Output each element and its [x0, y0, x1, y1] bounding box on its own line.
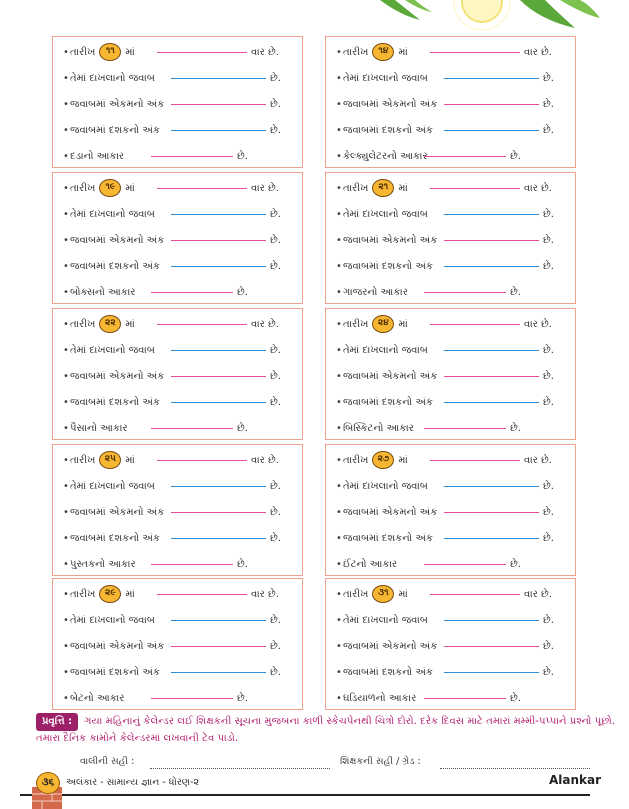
- answer-line[interactable]: [444, 78, 539, 79]
- answer-line[interactable]: [424, 292, 506, 293]
- bullet-icon: •: [63, 209, 69, 220]
- bullet-icon: •: [336, 345, 342, 356]
- question-label: જવાબમાં દશકનો અંક: [343, 667, 433, 678]
- bullet-icon: •: [336, 371, 342, 382]
- question-row: [63, 419, 294, 439]
- question-label: જવાબમાં એકમનો અંક: [343, 235, 438, 246]
- answer-suffix: છે.: [543, 73, 554, 84]
- date-suffix: માં: [398, 455, 408, 466]
- teacher-signature-label: શિક્ષકની સહી / ગ્રેડ :: [340, 756, 421, 767]
- question-row: [336, 637, 567, 657]
- answer-suffix: છે.: [237, 287, 248, 298]
- date-badge: ૩૧: [372, 585, 394, 603]
- answer-suffix: છે.: [543, 507, 554, 518]
- question-label: તેમાં દાખલાનો જવાબ: [70, 481, 155, 492]
- question-row: [63, 367, 294, 387]
- answer-line[interactable]: [157, 594, 247, 595]
- question-label: જવાબમાં એકમનો અંક: [343, 99, 438, 110]
- question-label: જવાબમાં એકમનો અંક: [70, 99, 165, 110]
- question-label: જવાબમાં એકમનો અંક: [343, 641, 438, 652]
- date-card: [325, 444, 576, 576]
- question-label: બોક્સનો આકાર: [70, 287, 136, 298]
- bullet-icon: •: [63, 73, 69, 84]
- bullet-icon: •: [336, 183, 342, 194]
- bullet-icon: •: [63, 423, 69, 434]
- date-suffix: માં: [398, 183, 408, 194]
- answer-line[interactable]: [171, 538, 266, 539]
- answer-suffix: છે.: [543, 397, 554, 408]
- date-suffix: માં: [125, 589, 135, 600]
- answer-suffix: છે.: [270, 261, 281, 272]
- question-label: તારીખ: [343, 183, 369, 194]
- bullet-icon: •: [336, 455, 342, 466]
- question-label: જવાબમાં દશકનો અંક: [70, 261, 160, 272]
- date-badge: ૨૯: [99, 585, 121, 603]
- question-row: [63, 69, 294, 89]
- answer-suffix: વાર છે.: [524, 589, 552, 600]
- answer-suffix: છે.: [510, 151, 521, 162]
- answer-line[interactable]: [444, 104, 539, 105]
- date-suffix: માં: [125, 47, 135, 58]
- question-row: [336, 257, 567, 277]
- bullet-icon: •: [336, 693, 342, 704]
- answer-line[interactable]: [444, 350, 539, 351]
- question-label: તારીખ: [70, 183, 96, 194]
- question-label: તારીખ: [70, 319, 96, 330]
- question-label: ઈંટનો આકાર: [343, 559, 398, 570]
- bullet-icon: •: [63, 533, 69, 544]
- bullet-icon: •: [336, 125, 342, 136]
- answer-line[interactable]: [430, 324, 520, 325]
- bullet-icon: •: [336, 423, 342, 434]
- date-suffix: માં: [398, 47, 408, 58]
- question-row: [63, 257, 294, 277]
- answer-suffix: છે.: [237, 559, 248, 570]
- question-label: તેમાં દાખલાનો જવાબ: [343, 481, 428, 492]
- question-row: [63, 477, 294, 497]
- answer-suffix: છે.: [270, 345, 281, 356]
- answer-line[interactable]: [171, 350, 266, 351]
- question-row: [63, 95, 294, 115]
- answer-line[interactable]: [171, 266, 266, 267]
- answer-line[interactable]: [151, 292, 233, 293]
- answer-line[interactable]: [444, 672, 539, 673]
- answer-line[interactable]: [171, 214, 266, 215]
- bullet-icon: •: [63, 287, 69, 298]
- answer-suffix: છે.: [510, 423, 521, 434]
- answer-suffix: છે.: [543, 533, 554, 544]
- activity-box: [36, 713, 620, 747]
- question-row: [63, 663, 294, 683]
- question-row: [63, 611, 294, 631]
- question-label: જવાબમાં દશકનો અંક: [343, 397, 433, 408]
- footer-title: અલંકાર - સામાન્ય જ્ઞાન - ધોરણ-૨: [66, 777, 200, 788]
- answer-suffix: છે.: [270, 235, 281, 246]
- date-card: [52, 444, 303, 576]
- bullet-icon: •: [336, 641, 342, 652]
- answer-line[interactable]: [444, 512, 539, 513]
- question-row: [336, 611, 567, 631]
- date-badge: ૨૧: [372, 179, 394, 197]
- question-label: બેટનો આકાર: [70, 693, 125, 704]
- question-row: [336, 341, 567, 361]
- answer-suffix: છે.: [270, 507, 281, 518]
- answer-line[interactable]: [430, 188, 520, 189]
- question-label: તેમાં દાખલાનો જવાબ: [343, 209, 428, 220]
- answer-suffix: છે.: [543, 481, 554, 492]
- answer-suffix: વાર છે.: [524, 455, 552, 466]
- bullet-icon: •: [63, 151, 69, 162]
- question-row: [63, 283, 294, 303]
- answer-line[interactable]: [430, 52, 520, 53]
- parent-signature-label: વાલીની સહી :: [80, 756, 135, 767]
- answer-line[interactable]: [444, 646, 539, 647]
- answer-line[interactable]: [444, 214, 539, 215]
- question-label: જવાબમાં એકમનો અંક: [343, 507, 438, 518]
- answer-line[interactable]: [424, 564, 506, 565]
- question-label: બિસ્કિટનો આકાર: [343, 423, 414, 434]
- bullet-icon: •: [336, 99, 342, 110]
- bullet-icon: •: [63, 589, 69, 600]
- bullet-icon: •: [63, 125, 69, 136]
- question-row: [63, 529, 294, 549]
- page-number: ૩૬: [36, 772, 60, 794]
- question-label: તારીખ: [343, 47, 369, 58]
- bullet-icon: •: [336, 261, 342, 272]
- date-card: [52, 308, 303, 440]
- answer-line[interactable]: [171, 620, 266, 621]
- date-badge: ૧૯: [99, 179, 121, 197]
- answer-line[interactable]: [171, 646, 266, 647]
- question-label: જવાબમાં દશકનો અંક: [70, 533, 160, 544]
- answer-suffix: છે.: [510, 693, 521, 704]
- answer-suffix: વાર છે.: [251, 183, 279, 194]
- date-suffix: માં: [398, 589, 408, 600]
- sun-icon: [462, 0, 502, 22]
- date-suffix: માં: [125, 183, 135, 194]
- question-label: જવાબમાં એકમનો અંક: [343, 371, 438, 382]
- bullet-icon: •: [336, 73, 342, 84]
- question-row: [336, 147, 567, 167]
- answer-suffix: છે.: [543, 235, 554, 246]
- question-label: તારીખ: [343, 589, 369, 600]
- question-row: [63, 147, 294, 167]
- bullet-icon: •: [63, 345, 69, 356]
- question-label: જવાબમાં એકમનો અંક: [70, 371, 165, 382]
- bullet-icon: •: [336, 589, 342, 600]
- question-label: તારીખ: [343, 319, 369, 330]
- date-card: [52, 36, 303, 168]
- bullet-icon: •: [336, 559, 342, 570]
- date-card: [325, 308, 576, 440]
- question-row: [336, 393, 567, 413]
- date-card: [325, 578, 576, 710]
- answer-line[interactable]: [171, 512, 266, 513]
- date-card: [325, 172, 576, 304]
- answer-suffix: છે.: [270, 533, 281, 544]
- question-label: જવાબમાં દશકનો અંક: [70, 125, 160, 136]
- answer-suffix: છે.: [270, 73, 281, 84]
- bullet-icon: •: [63, 693, 69, 704]
- answer-suffix: છે.: [270, 209, 281, 220]
- date-card: [325, 36, 576, 168]
- answer-line[interactable]: [444, 130, 539, 131]
- question-row: [336, 121, 567, 141]
- answer-line[interactable]: [151, 564, 233, 565]
- answer-suffix: વાર છે.: [251, 589, 279, 600]
- question-row: [336, 231, 567, 251]
- question-label: તેમાં દાખલાનો જવાબ: [70, 209, 155, 220]
- answer-line[interactable]: [157, 188, 247, 189]
- bullet-icon: •: [63, 507, 69, 518]
- date-badge: ૨૪: [372, 315, 394, 333]
- answer-suffix: છે.: [510, 559, 521, 570]
- question-row: [336, 419, 567, 439]
- question-row: [336, 367, 567, 387]
- question-label: તેમાં દાખલાનો જવાબ: [70, 615, 155, 626]
- answer-line[interactable]: [171, 376, 266, 377]
- question-row: [63, 231, 294, 251]
- answer-suffix: છે.: [270, 615, 281, 626]
- answer-line[interactable]: [444, 402, 539, 403]
- bullet-icon: •: [63, 261, 69, 272]
- question-row: [63, 341, 294, 361]
- date-suffix: માં: [125, 319, 135, 330]
- answer-suffix: છે.: [270, 125, 281, 136]
- parent-signature-line[interactable]: [150, 768, 330, 769]
- activity-text: ગયા મહિનાનું કેલેન્ડર લઈ શિક્ષકની સૂચના મુજબના કાળી સ્કેચપેનથી ચિત્રો દોરો. દરેક દિવસ માટે તમારાં મમ્મી-પપ્પાને પ્રશ્નો પૂછો. તમારા દૈનિક કામોને કેલેન્ડરમાં લખવાની ટેવ પાડો.: [36, 716, 615, 744]
- bullet-icon: •: [336, 151, 342, 162]
- answer-suffix: છે.: [543, 667, 554, 678]
- answer-line[interactable]: [444, 240, 539, 241]
- question-label: તેમાં દાખલાનો જવાબ: [70, 345, 155, 356]
- question-label: જવાબમાં દશકનો અંક: [70, 667, 160, 678]
- question-label: પુસ્તકનો આકાર: [70, 559, 136, 570]
- date-suffix: માં: [398, 319, 408, 330]
- answer-line[interactable]: [171, 104, 266, 105]
- bullet-icon: •: [336, 319, 342, 330]
- answer-line[interactable]: [171, 672, 266, 673]
- answer-line[interactable]: [151, 428, 233, 429]
- question-label: જવાબમાં દશકનો અંક: [343, 261, 433, 272]
- bullet-icon: •: [63, 667, 69, 678]
- answer-suffix: છે.: [543, 641, 554, 652]
- date-card: [52, 172, 303, 304]
- question-label: કેલ્ક્યુલેટરનો આકાર: [343, 151, 428, 162]
- bullet-icon: •: [63, 371, 69, 382]
- question-row: [336, 503, 567, 523]
- question-label: જવાબમાં એકમનો અંક: [70, 641, 165, 652]
- question-label: જવાબમાં એકમનો અંક: [70, 507, 165, 518]
- answer-suffix: છે.: [270, 397, 281, 408]
- bullet-icon: •: [63, 559, 69, 570]
- answer-line[interactable]: [171, 486, 266, 487]
- question-row: [63, 689, 294, 709]
- question-row: [336, 477, 567, 497]
- bullet-icon: •: [63, 641, 69, 652]
- question-label: તેમાં દાખલાનો જવાબ: [343, 345, 428, 356]
- answer-line[interactable]: [444, 486, 539, 487]
- date-badge: ૧૪: [372, 43, 394, 61]
- bullet-icon: •: [63, 481, 69, 492]
- answer-suffix: છે.: [543, 371, 554, 382]
- answer-suffix: છે.: [270, 99, 281, 110]
- question-row: [63, 503, 294, 523]
- bullet-icon: •: [63, 397, 69, 408]
- bullet-icon: •: [336, 47, 342, 58]
- answer-line[interactable]: [444, 266, 539, 267]
- bullet-icon: •: [336, 667, 342, 678]
- answer-line[interactable]: [171, 240, 266, 241]
- question-row: [63, 393, 294, 413]
- answer-line[interactable]: [424, 428, 506, 429]
- brand-logo: Alankar: [548, 773, 601, 787]
- answer-suffix: છે.: [270, 371, 281, 382]
- bullet-icon: •: [63, 47, 69, 58]
- date-badge: ૨૫: [99, 451, 121, 469]
- question-row: [63, 555, 294, 575]
- bullet-icon: •: [63, 99, 69, 110]
- answer-suffix: છે.: [270, 667, 281, 678]
- answer-suffix: છે.: [270, 641, 281, 652]
- bullet-icon: •: [336, 615, 342, 626]
- sky-decoration: [0, 0, 629, 40]
- question-label: તારીખ: [70, 589, 96, 600]
- question-row: [336, 555, 567, 575]
- answer-line[interactable]: [430, 460, 520, 461]
- question-label: તારીખ: [70, 47, 96, 58]
- question-label: તારીખ: [343, 455, 369, 466]
- question-label: તેમાં દાખલાનો જવાબ: [343, 73, 428, 84]
- question-row: [63, 637, 294, 657]
- answer-suffix: વાર છે.: [524, 183, 552, 194]
- bullet-icon: •: [63, 615, 69, 626]
- question-row: [63, 205, 294, 225]
- question-label: જવાબમાં દશકનો અંક: [343, 533, 433, 544]
- answer-suffix: વાર છે.: [524, 47, 552, 58]
- question-row: [336, 663, 567, 683]
- date-suffix: માં: [125, 455, 135, 466]
- answer-suffix: વાર છે.: [251, 47, 279, 58]
- question-label: દડાનો આકાર: [70, 151, 125, 162]
- answer-line[interactable]: [171, 402, 266, 403]
- answer-suffix: છે.: [543, 125, 554, 136]
- answer-suffix: છે.: [510, 287, 521, 298]
- teacher-signature-line[interactable]: [440, 768, 590, 769]
- answer-line[interactable]: [424, 698, 506, 699]
- question-row: [336, 689, 567, 709]
- answer-suffix: છે.: [270, 481, 281, 492]
- answer-suffix: છે.: [237, 693, 248, 704]
- question-row: [63, 121, 294, 141]
- date-badge: ૨૭: [372, 451, 394, 469]
- answer-line[interactable]: [430, 594, 520, 595]
- date-badge: ૨૨: [99, 315, 121, 333]
- answer-suffix: વાર છે.: [251, 455, 279, 466]
- answer-line[interactable]: [151, 698, 233, 699]
- bullet-icon: •: [336, 533, 342, 544]
- question-label: જવાબમાં એકમનો અંક: [70, 235, 165, 246]
- bullet-icon: •: [336, 235, 342, 246]
- question-row: [336, 95, 567, 115]
- question-label: ગાજરનો આકાર: [343, 287, 408, 298]
- answer-line[interactable]: [157, 52, 247, 53]
- answer-line[interactable]: [444, 620, 539, 621]
- answer-line[interactable]: [444, 376, 539, 377]
- bullet-icon: •: [63, 319, 69, 330]
- bullet-icon: •: [336, 507, 342, 518]
- answer-suffix: છે.: [237, 423, 248, 434]
- answer-suffix: વાર છે.: [524, 319, 552, 330]
- question-row: [336, 529, 567, 549]
- answer-suffix: છે.: [543, 615, 554, 626]
- answer-line[interactable]: [157, 324, 247, 325]
- bullet-icon: •: [336, 287, 342, 298]
- question-label: તેમાં દાખલાનો જવાબ: [343, 615, 428, 626]
- question-label: જવાબમાં દશકનો અંક: [343, 125, 433, 136]
- answer-line[interactable]: [171, 78, 266, 79]
- question-row: [336, 69, 567, 89]
- answer-line[interactable]: [171, 130, 266, 131]
- bullet-icon: •: [63, 455, 69, 466]
- question-row: [336, 283, 567, 303]
- answer-line[interactable]: [157, 460, 247, 461]
- answer-suffix: છે.: [543, 99, 554, 110]
- date-card: [52, 578, 303, 710]
- answer-line[interactable]: [424, 156, 506, 157]
- answer-line[interactable]: [151, 156, 233, 157]
- question-label: પૈસાનો આકાર: [70, 423, 128, 434]
- answer-suffix: છે.: [237, 151, 248, 162]
- answer-suffix: છે.: [543, 261, 554, 272]
- bullet-icon: •: [63, 235, 69, 246]
- question-label: ઘડિયાળનો આકાર: [343, 693, 417, 704]
- answer-suffix: છે.: [543, 209, 554, 220]
- question-row: [336, 205, 567, 225]
- bullet-icon: •: [336, 397, 342, 408]
- question-label: તેમાં દાખલાનો જવાબ: [70, 73, 155, 84]
- question-label: જવાબમાં દશકનો અંક: [70, 397, 160, 408]
- bullet-icon: •: [336, 209, 342, 220]
- date-badge: ૧૧: [99, 43, 121, 61]
- answer-line[interactable]: [444, 538, 539, 539]
- question-label: તારીખ: [70, 455, 96, 466]
- answer-suffix: વાર છે.: [251, 319, 279, 330]
- activity-label: પ્રવૃત્તિ :: [36, 713, 78, 731]
- bullet-icon: •: [336, 481, 342, 492]
- answer-suffix: છે.: [543, 345, 554, 356]
- bullet-icon: •: [63, 183, 69, 194]
